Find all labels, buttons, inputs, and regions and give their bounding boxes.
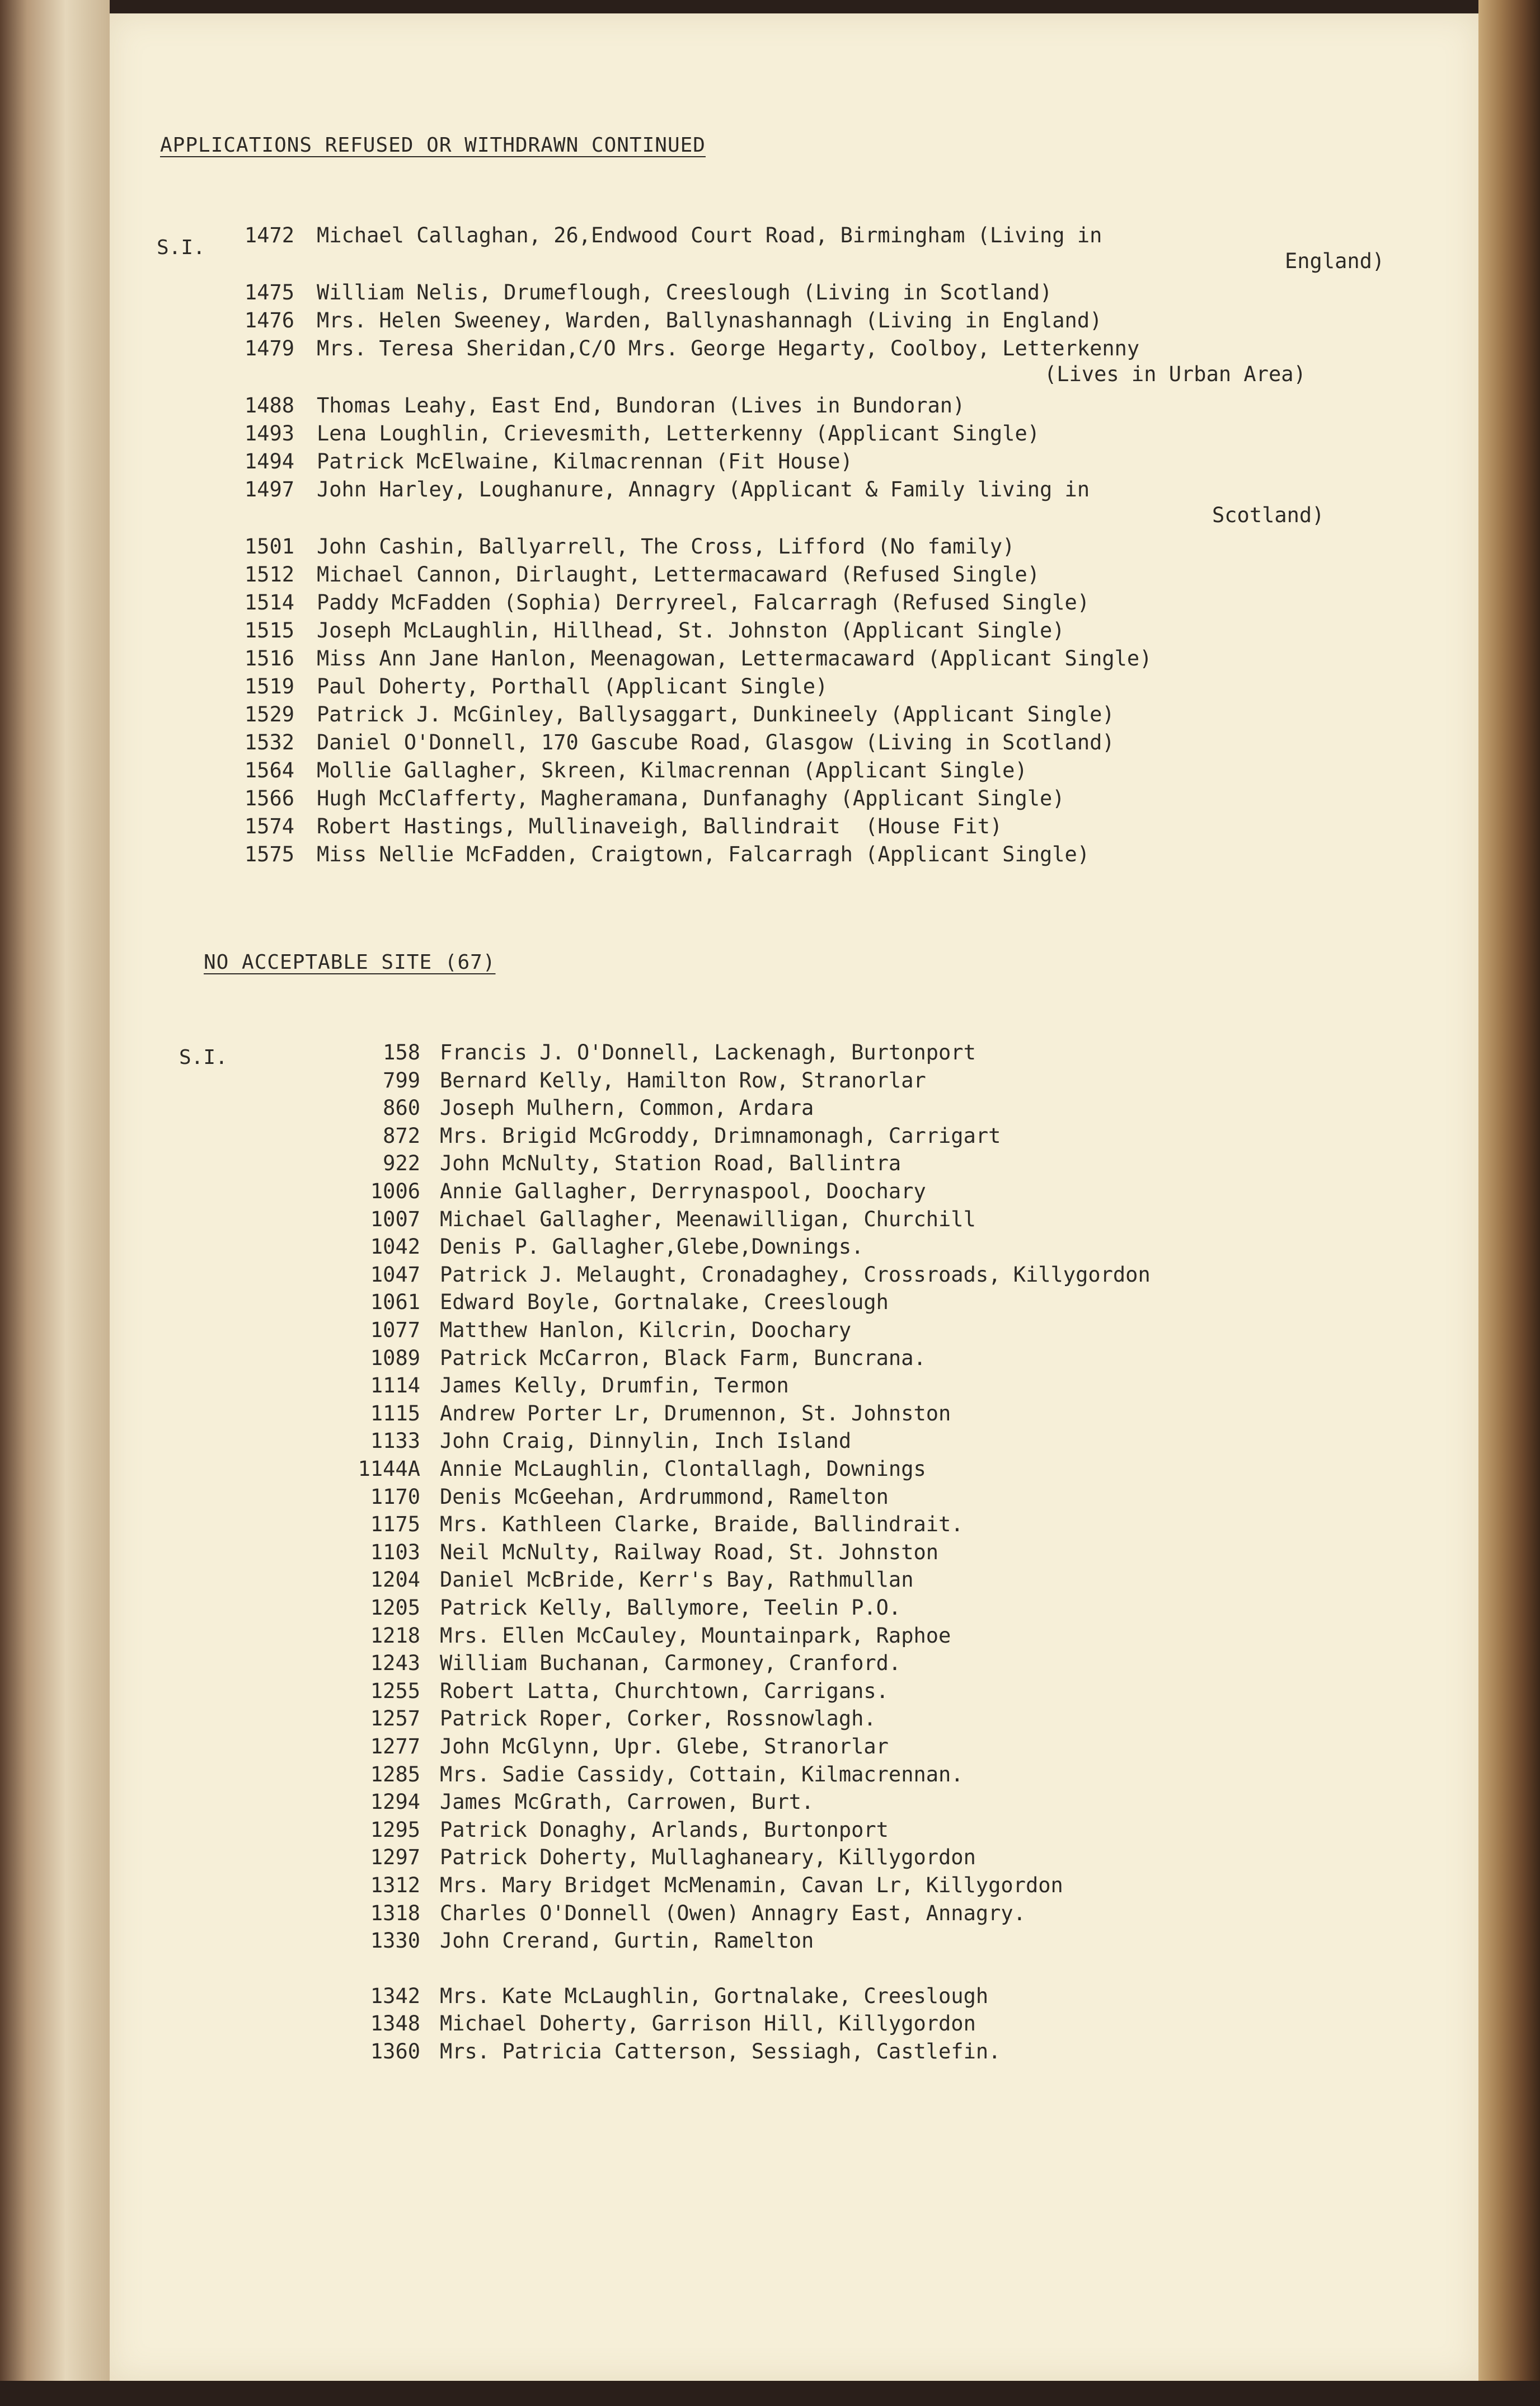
applicant-details: Daniel McBride, Kerr's Bay, Rathmullan [440,1568,914,1592]
list-item [261,1901,1540,1929]
applicant-details: Mrs. Brigid McGroddy, Drimnamonagh, Carrigart [440,1123,1001,1148]
list-item [261,1290,1540,1318]
applicant-details: William Buchanan, Carmoney, Cranford. [440,1651,902,1676]
applicant-details: Mrs. Teresa Sheridan,C/O Mrs. George Hegarty, Coolboy, Letterkenny [317,336,1140,360]
applicant-details: Francis J. O'Donnell, Lackenagh, Burtonport [440,1040,976,1064]
applicant-details: Patrick Kelly, Ballymore, Teelin P.O. [440,1596,902,1620]
application-number: 1312 [370,1873,420,1897]
list-item [222,449,1509,477]
application-number: 1529 [244,702,294,726]
applicant-details: Hugh McClafferty, Magheramana, Dunfanaghy (Applicant Single) [317,786,1065,810]
applicant-details: John Craig, Dinnylin, Inch Island [440,1429,852,1453]
application-number: 1318 [370,1901,420,1925]
application-number: 860 [383,1096,420,1120]
list-item [261,1540,1540,1568]
application-number: 922 [383,1151,420,1176]
application-number: 1475 [244,280,294,304]
applicant-details: Patrick Doherty, Mullaghaneary, Killygordon [440,1845,976,1870]
list-item [261,1873,1540,1901]
list-item [261,1457,1540,1485]
application-number: 1061 [370,1290,420,1315]
list-item [222,786,1509,814]
list-item [261,1235,1540,1263]
application-number: 1170 [370,1484,420,1509]
section-label-si-2: S.I. [179,1046,228,1069]
application-number: 1515 [244,618,294,642]
applicant-details: Joseph McLaughlin, Hillhead, St. Johnston (Applicant Single) [317,618,1065,642]
applicant-details: Michael Doherty, Garrison Hill, Killygordon [440,2011,976,2036]
list-item [222,842,1509,870]
applicant-details: Matthew Hanlon, Kilcrin, Doochary [440,1318,852,1342]
application-number: 1360 [370,2039,420,2063]
applicant-details: Michael Callaghan, 26,Endwood Court Road, Birmingham (Living in [317,223,1102,247]
application-number: 1497 [244,477,294,501]
application-number: 1330 [370,1929,420,1953]
applicant-details: Denis McGeehan, Ardrummond, Ramelton [440,1484,889,1509]
list-item [222,702,1509,730]
document-page [110,13,1478,2381]
application-number: 1532 [244,730,294,754]
application-number: 1564 [244,758,294,782]
applicant-details-continued: England) [1285,249,1385,273]
list-item [222,421,1509,449]
application-number: 1175 [370,1512,420,1537]
applicant-details: Thomas Leahy, East End, Bundoran (Lives in Bundoran) [317,393,965,418]
list-item [222,336,1509,386]
application-number: 1115 [370,1401,420,1425]
applicant-details: John McGlynn, Upr. Glebe, Stranorlar [440,1734,889,1758]
applicant-details: Mollie Gallagher, Skreen, Kilmacrennan (Applicant Single) [317,758,1027,782]
application-number: 1295 [370,1817,420,1842]
applicant-details: Annie McLaughlin, Clontallagh, Downings [440,1457,926,1481]
applicant-details: Michael Gallagher, Meenawilligan, Churchill [440,1207,976,1231]
application-number: 1114 [370,1373,420,1398]
application-number: 1479 [244,336,294,360]
list-item [222,730,1509,758]
application-number: 1255 [370,1678,420,1703]
application-number: 1144A [358,1457,420,1481]
list-item [261,1512,1540,1540]
applicant-details: Denis P. Gallagher,Glebe,Downings. [440,1235,864,1259]
application-number: 1218 [370,1623,420,1648]
list-item [261,1679,1540,1707]
list-item [222,280,1509,308]
application-number: 1007 [370,1207,420,1231]
applicant-details: Patrick Donaghy, Arlands, Burtonport [440,1817,889,1842]
applicant-details: James McGrath, Carrowen, Burt. [440,1790,814,1814]
list-item [222,562,1509,590]
list-item [261,1596,1540,1624]
application-number: 1042 [370,1235,420,1259]
applicant-details: Paddy McFadden (Sophia) Derryreel, Falcarragh (Refused Single) [317,590,1090,615]
applicant-details-continued: Scotland) [1212,503,1325,527]
applicant-details: Lena Loughlin, Crievesmith, Letterkenny (Applicant Single) [317,421,1040,445]
application-number: 1472 [244,223,294,247]
list-item [261,1373,1540,1401]
applicant-details: Mrs. Sadie Cassidy, Cottain, Kilmacrennan. [440,1762,964,1786]
list-item [261,1318,1540,1346]
binding-edge-right [1478,0,1540,2406]
applicant-details: John McNulty, Station Road, Ballintra [440,1151,902,1176]
list-item [261,1984,1540,2012]
scan-border-bottom [0,2381,1540,2406]
applicant-details: Mrs. Kathleen Clarke, Braide, Ballindrait. [440,1512,964,1537]
list-item [261,1845,1540,1873]
section-label-si: S.I. [157,236,205,259]
application-number: 1493 [244,421,294,445]
application-number: 1476 [244,308,294,332]
application-number: 158 [383,1040,420,1064]
list-item [261,1068,1540,1096]
applicant-details: Charles O'Donnell (Owen) Annagry East, Annagry. [440,1901,1026,1925]
list-item [261,1429,1540,1457]
application-number: 1103 [370,1540,420,1564]
applicant-details: Andrew Porter Lr, Drumennon, St. Johnston [440,1401,951,1425]
applicant-details: William Nelis, Drumeflough, Creeslough (Living in Scotland) [317,280,1053,304]
applicant-details: Miss Ann Jane Hanlon, Meenagowan, Lettermacaward (Applicant Single) [317,646,1152,670]
list-item [261,1485,1540,1513]
applicant-details: Michael Cannon, Dirlaught, Lettermacaward (Refused Single) [317,562,1040,587]
application-number: 1348 [370,2011,420,2036]
application-number: 1516 [244,646,294,670]
list-item [261,1151,1540,1179]
application-number: 1277 [370,1734,420,1758]
list-item [261,1096,1540,1124]
list-item [222,308,1509,336]
list-item [222,646,1509,674]
applicant-details: Paul Doherty, Porthall (Applicant Single) [317,674,828,698]
list-item [261,1734,1540,1762]
applicant-details: Daniel O'Donnell, 170 Gascube Road, Glasgow (Living in Scotland) [317,730,1115,754]
application-number: 1575 [244,842,294,866]
application-number: 1488 [244,393,294,418]
applicant-details: Joseph Mulhern, Common, Ardara [440,1096,814,1120]
application-number: 1204 [370,1568,420,1592]
list-item [222,534,1509,562]
application-number: 1297 [370,1845,420,1870]
application-number: 799 [383,1068,420,1092]
application-number: 1512 [244,562,294,587]
section-heading-no-acceptable-site: NO ACCEPTABLE SITE (67) [204,951,496,974]
list-item [222,590,1509,618]
list-item [261,1263,1540,1291]
list-item [261,1401,1540,1429]
list-item [261,2039,1540,2067]
list-item [261,1624,1540,1652]
list-item [261,2011,1540,2039]
application-number: 1047 [370,1262,420,1287]
applicant-details: Mrs. Kate McLaughlin, Gortnalake, Creeslough [440,1983,989,2008]
list-item [261,1651,1540,1679]
application-number: 1243 [370,1651,420,1676]
list-item [261,1818,1540,1846]
list-item [222,814,1509,842]
applicant-details: Patrick McCarron, Black Farm, Buncrana. [440,1345,926,1370]
applicant-details: Patrick Roper, Corker, Rossnowlagh. [440,1706,876,1731]
list-item [261,1929,1540,1957]
applicant-details: Mrs. Helen Sweeney, Warden, Ballynashannagh (Living in England) [317,308,1102,332]
list-item [261,1790,1540,1818]
list-item [261,1568,1540,1596]
application-number: 1133 [370,1429,420,1453]
applicant-details: Mrs. Mary Bridget McMenamin, Cavan Lr, Killygordon [440,1873,1063,1897]
list-item [261,1124,1540,1152]
application-number: 1566 [244,786,294,810]
list-item [222,477,1509,527]
list-item [261,1207,1540,1235]
application-number: 1077 [370,1318,420,1342]
application-number: 1257 [370,1706,420,1731]
list-item [261,1040,1540,1068]
applicant-details: Bernard Kelly, Hamilton Row, Stranorlar [440,1068,926,1092]
applicant-details: Robert Hastings, Mullinaveigh, Ballindrait (House Fit) [317,814,1003,838]
application-number: 1006 [370,1179,420,1203]
list-item [222,618,1509,646]
application-number: 1519 [244,674,294,698]
applicant-details: Neil McNulty, Railway Road, St. Johnston [440,1540,939,1564]
applicant-details: Mrs. Ellen McCauley, Mountainpark, Raphoe [440,1623,951,1648]
document-body [110,13,1478,2381]
applicant-details: Annie Gallagher, Derrynaspool, Doochary [440,1179,926,1203]
application-number: 1574 [244,814,294,838]
list-item [261,1346,1540,1374]
application-number: 1501 [244,534,294,559]
list-item [222,758,1509,786]
applicant-details: James Kelly, Drumfin, Termon [440,1373,789,1398]
applicant-details: Patrick J. McGinley, Ballysaggart, Dunkineely (Applicant Single) [317,702,1115,726]
application-number: 1494 [244,449,294,473]
application-number: 1294 [370,1790,420,1814]
applicant-details: Patrick McElwaine, Kilmacrennan (Fit House) [317,449,853,473]
applicant-details: John Cashin, Ballyarrell, The Cross, Lifford (No family) [317,534,1015,559]
section-heading-refused-withdrawn: APPLICATIONS REFUSED OR WITHDRAWN CONTINUED [160,134,706,157]
binding-edge-left [0,0,110,2406]
applicant-details: Patrick J. Melaught, Cronadaghey, Crossroads, Killygordon [440,1262,1151,1287]
applicant-details: Mrs. Patricia Catterson, Sessiagh, Castlefin. [440,2039,1001,2063]
list-item [222,393,1509,421]
application-number: 1514 [244,590,294,615]
list-item [222,223,1509,273]
applicant-details: Edward Boyle, Gortnalake, Creeslough [440,1290,889,1315]
applicant-details: Robert Latta, Churchtown, Carrigans. [440,1678,889,1703]
list-item [261,1706,1540,1734]
applicant-details-continued: (Lives in Urban Area) [1044,362,1306,386]
applicant-details: John Crerand, Gurtin, Ramelton [440,1929,814,1953]
application-number: 1089 [370,1345,420,1370]
applicant-details: Miss Nellie McFadden, Craigtown, Falcarragh (Applicant Single) [317,842,1090,866]
application-number: 1342 [370,1983,420,2008]
application-number: 1285 [370,1762,420,1786]
list-item [261,1179,1540,1207]
applicant-details: John Harley, Loughanure, Annagry (Applicant & Family living in [317,477,1090,501]
list-item [261,1762,1540,1790]
application-number: 1205 [370,1596,420,1620]
application-number: 872 [383,1123,420,1148]
list-item [222,674,1509,702]
